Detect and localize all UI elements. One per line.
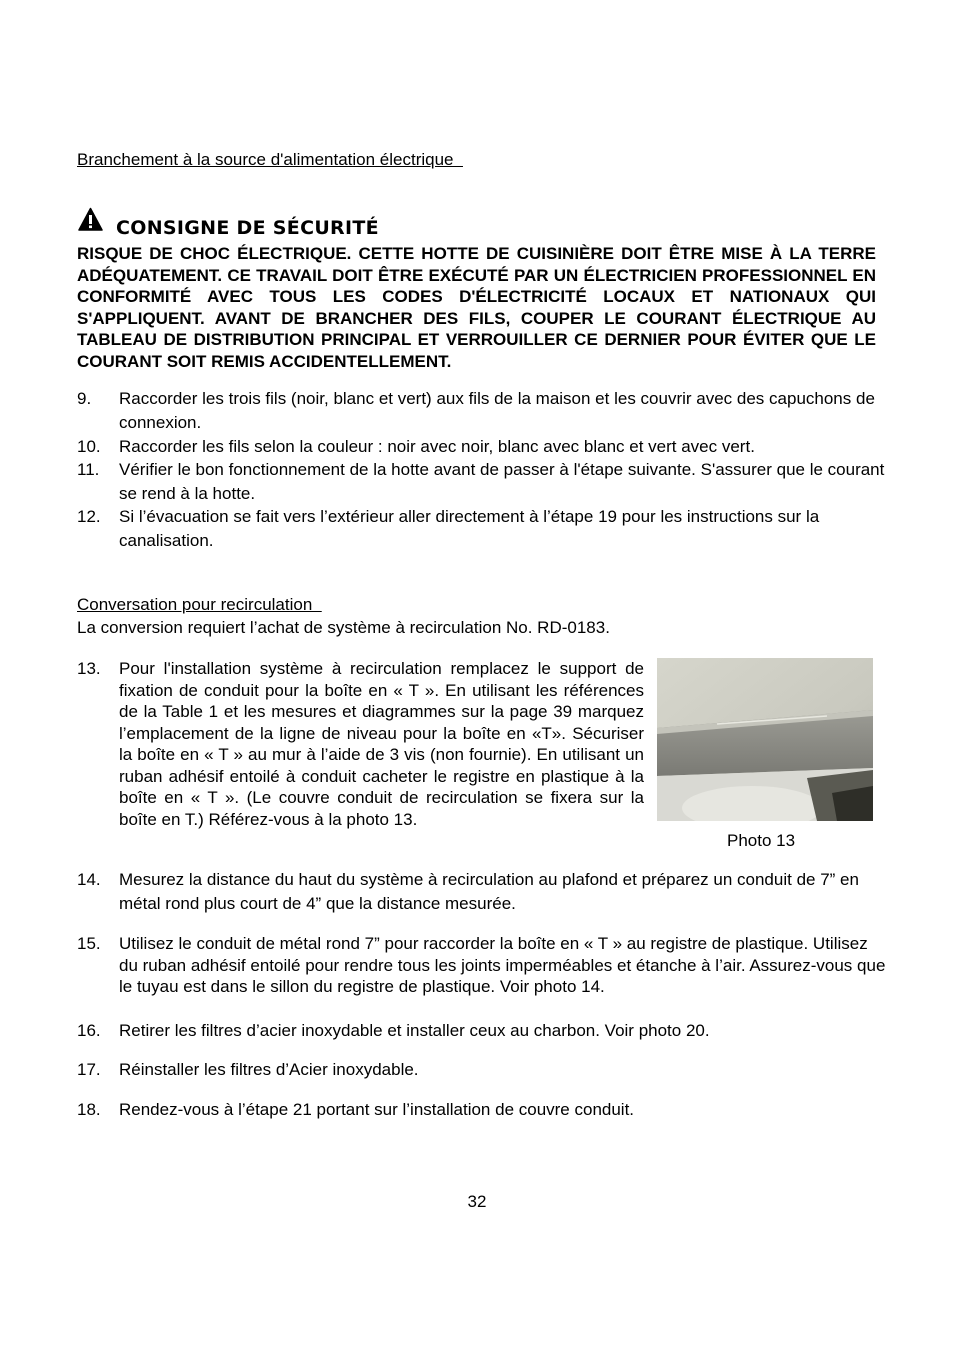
photo-caption: Photo 13 [727, 831, 796, 850]
step-text: Mesurez la distance du haut du système à recirculation au plafond et préparez un conduit de 7” en métal rond plus court de 4” que la distance mesurée. [119, 870, 859, 913]
step-number: 11. [77, 460, 100, 479]
warning-body: RISQUE DE CHOC ÉLECTRIQUE. CETTE HOTTE DE CUISINIÈRE DOIT ÊTRE MISE À LA TERRE ADÉQUATEMENT. CE TRAVAIL DOIT ÊTRE EXÉCUTÉ PAR UN ÉLECTRICIEN PROFESSIONNEL EN CONFORMITÉ AVEC TOUS LES CODES D'ÉLECTRICITÉ LOCAUX ET NATIONAUX QUI S'APPLIQUENT. AVANT DE BRANCHER DES FILS, COUPER LE COURANT ÉLECTRIQUE AU TABLEAU DE DISTRIBUTION PRINCIPAL ET VERROUILLER CE DERNIER POUR ÉVITER QUE LE COURANT SOIT REMIS ACCIDENTELLEMENT. [77, 244, 876, 371]
list-item [77, 505, 887, 552]
conversion-heading: Conversation pour recirculation [77, 595, 322, 614]
step-text: Vérifier le bon fonctionnement de la hotte avant de passer à l'étape suivante. S'assurer que le courant se rend à la hotte. [119, 460, 885, 503]
step-text: Rendez-vous à l’étape 21 portant sur l’installation de couvre conduit. [119, 1100, 635, 1119]
step-number: 14. [77, 870, 101, 889]
section-heading: Branchement à la source d'alimentation électrique [77, 150, 463, 169]
step-text: Si l’évacuation se fait vers l’extérieur aller directement à l’étape 19 pour les instructions sur la canalisation. [119, 507, 820, 550]
step-text: Raccorder les trois fils (noir, blanc et vert) aux fils de la maison et les couvrir avec des capuchons de connexion. [119, 389, 875, 432]
step-number: 12. [77, 507, 101, 526]
list-item [77, 458, 887, 505]
list-item [77, 435, 887, 459]
photo-13-image [657, 658, 873, 821]
step-text: Pour l'installation système à recirculation remplacez le support de fixation de conduit pour la boîte en « T ». En utilisant les références de la Table 1 et les mesures et diagrammes sur la page 39 marquez l’emplacement de la ligne de niveau pour la boîte en «T». Sécuriser la boîte en « T » au mur à l’aide de 3 vis (non fournie). En utilisant un ruban adhésif entoilé à conduit cacheter le registre en plastique à la boîte en « T ». (Le couvre conduit de recirculation se fixera sur la boîte en T.) Référez-vous à la photo 13. [119, 659, 644, 829]
step-text: Utilisez le conduit de métal rond 7” pour raccorder la boîte en « T » au registre de plastique. Utilisez du ruban adhésif entoilé pour rendre tous les joints imperméables et étanche à l’air. Assurez-vous que le tuyau est dans le sillon du registre de plastique. Voir photo 14. [119, 934, 886, 996]
page-number: 32 [467, 1192, 487, 1211]
list-item [77, 387, 887, 434]
list-item [77, 658, 644, 830]
step-number: 17. [77, 1060, 101, 1079]
warning-triangle-icon [78, 207, 103, 231]
step-number: 13. [77, 659, 101, 678]
step-number: 9. [77, 389, 92, 408]
list-item [77, 1019, 887, 1043]
step-number: 18. [77, 1100, 101, 1119]
list-item [77, 868, 887, 915]
conversion-intro: La conversion requiert l’achat de système à recirculation No. RD-0183. [77, 618, 610, 637]
list-item [77, 1098, 887, 1122]
step-number: 16. [77, 1021, 101, 1040]
step-text: Raccorder les fils selon la couleur : noir avec noir, blanc avec blanc et vert avec vert. [119, 437, 755, 456]
list-item [77, 933, 887, 998]
warning-title: CONSIGNE DE SÉCURITÉ [116, 217, 379, 239]
step-number: 10. [77, 437, 101, 456]
list-item [77, 1058, 887, 1082]
step-number: 15. [77, 934, 101, 953]
step-text: Réinstaller les filtres d’Acier inoxydable. [119, 1060, 419, 1079]
step-text: Retirer les filtres d’acier inoxydable et installer ceux au charbon. Voir photo 20. [119, 1021, 710, 1040]
